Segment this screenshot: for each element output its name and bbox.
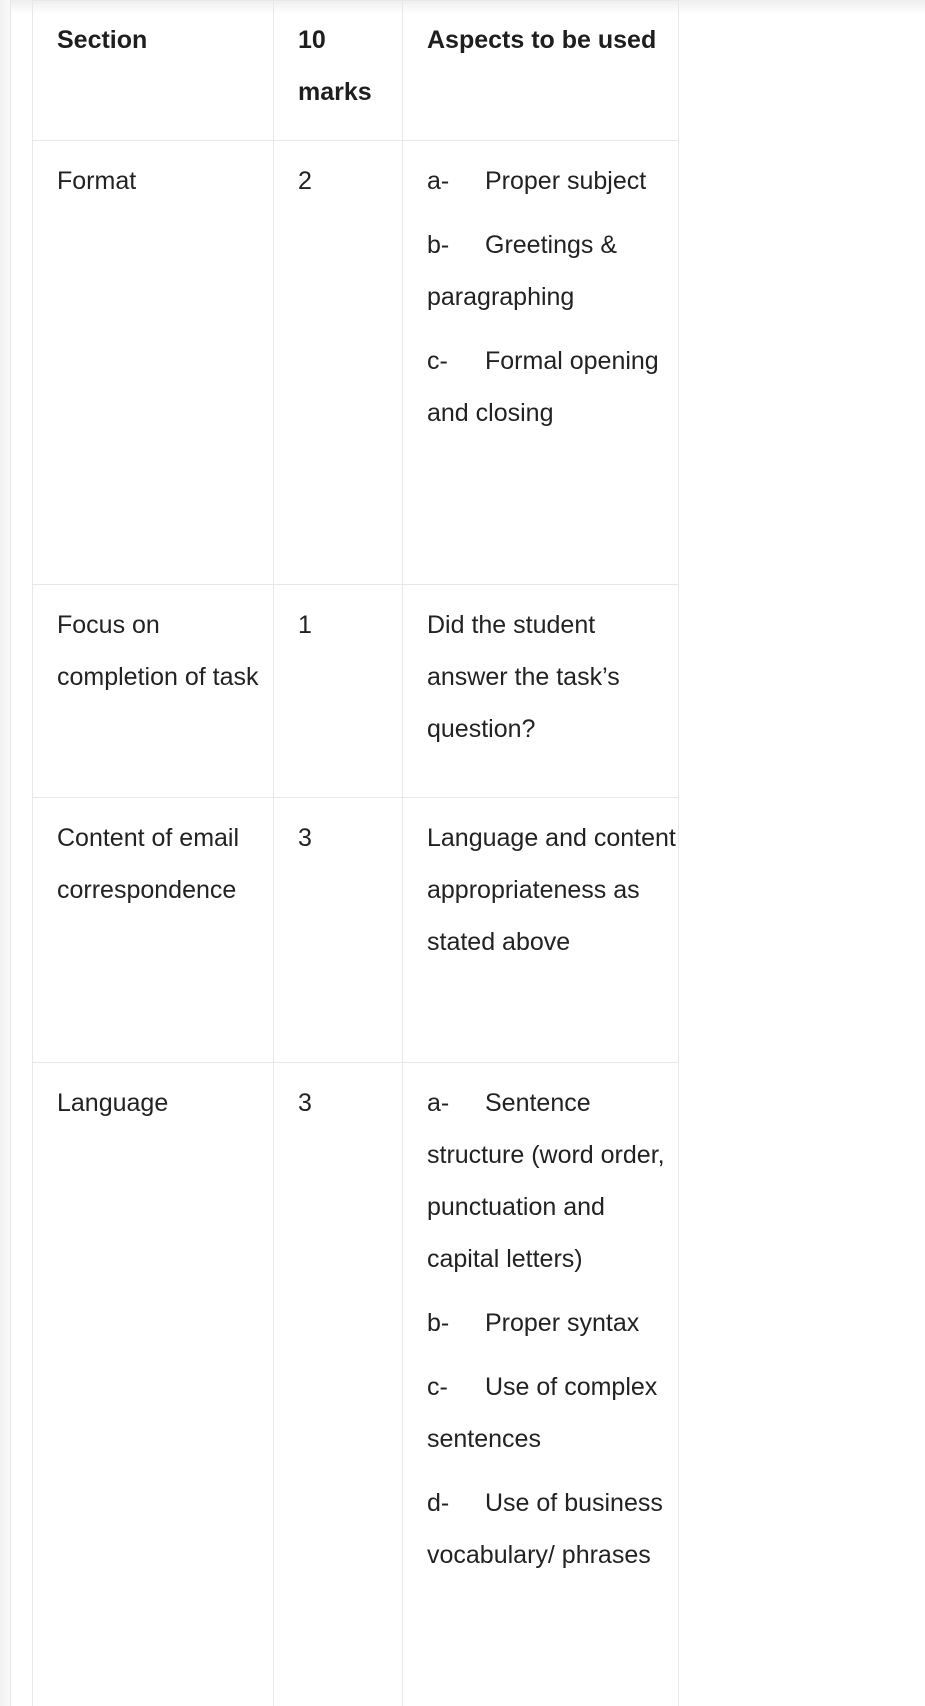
aspects-cell bbox=[403, 1063, 679, 1706]
marks-cell: 1 bbox=[274, 585, 403, 798]
aspect-text: Formal opening and closing bbox=[427, 347, 659, 427]
table-header-row bbox=[33, 1, 679, 141]
aspect-text: Sentence structure (word order, punctuation and capital letters) bbox=[427, 1089, 665, 1273]
aspect-marker: c- bbox=[427, 347, 448, 375]
aspect-text: Use of business vocabulary/ phrases bbox=[427, 1489, 663, 1569]
table-row-focus bbox=[33, 585, 679, 798]
section-cell: Content of email correspondence bbox=[33, 798, 274, 1063]
aspect-marker: a- bbox=[427, 167, 450, 195]
aspect-text: Greetings & paragraphing bbox=[427, 231, 618, 311]
table-row-format bbox=[33, 141, 679, 585]
marks-cell: 3 bbox=[274, 798, 403, 1063]
aspect-marker: a- bbox=[427, 1089, 450, 1117]
aspects-cell bbox=[403, 798, 679, 1063]
aspect-text: Proper syntax bbox=[485, 1309, 640, 1337]
section-cell: Language bbox=[33, 1063, 274, 1706]
aspect-text: Proper subject bbox=[485, 167, 647, 195]
header-marks: 10 marks bbox=[274, 1, 403, 141]
marking-rubric-table bbox=[32, 0, 679, 1706]
aspect-item bbox=[427, 335, 678, 439]
aspects-cell bbox=[403, 141, 679, 585]
marks-cell: 2 bbox=[274, 141, 403, 585]
aspect-item bbox=[427, 1297, 678, 1349]
aspect-item bbox=[427, 219, 678, 323]
header-aspects: Aspects to be used bbox=[403, 1, 679, 141]
aspect-item bbox=[427, 1477, 678, 1581]
header-section: Section bbox=[33, 1, 274, 141]
aspect-marker: d- bbox=[427, 1489, 450, 1517]
aspect-marker: b- bbox=[427, 231, 450, 259]
aspect-marker: b- bbox=[427, 1309, 450, 1337]
aspect-marker: c- bbox=[427, 1373, 448, 1401]
aspects-cell bbox=[403, 585, 679, 798]
section-cell: Format bbox=[33, 141, 274, 585]
table-row-content bbox=[33, 798, 679, 1063]
marks-cell: 3 bbox=[274, 1063, 403, 1706]
aspect-item bbox=[427, 1361, 678, 1465]
aspect-item bbox=[427, 1077, 678, 1285]
aspect-text: Use of complex sentences bbox=[427, 1373, 658, 1453]
aspect-text: Did the student answer the task’s question? bbox=[427, 611, 620, 743]
section-cell: Focus on completion of task bbox=[33, 585, 274, 798]
aspect-text: Language and content appropriateness as stated above bbox=[427, 824, 676, 956]
aspect-item bbox=[427, 155, 678, 207]
page-left-edge bbox=[0, 0, 11, 1706]
table-row-language bbox=[33, 1063, 679, 1706]
